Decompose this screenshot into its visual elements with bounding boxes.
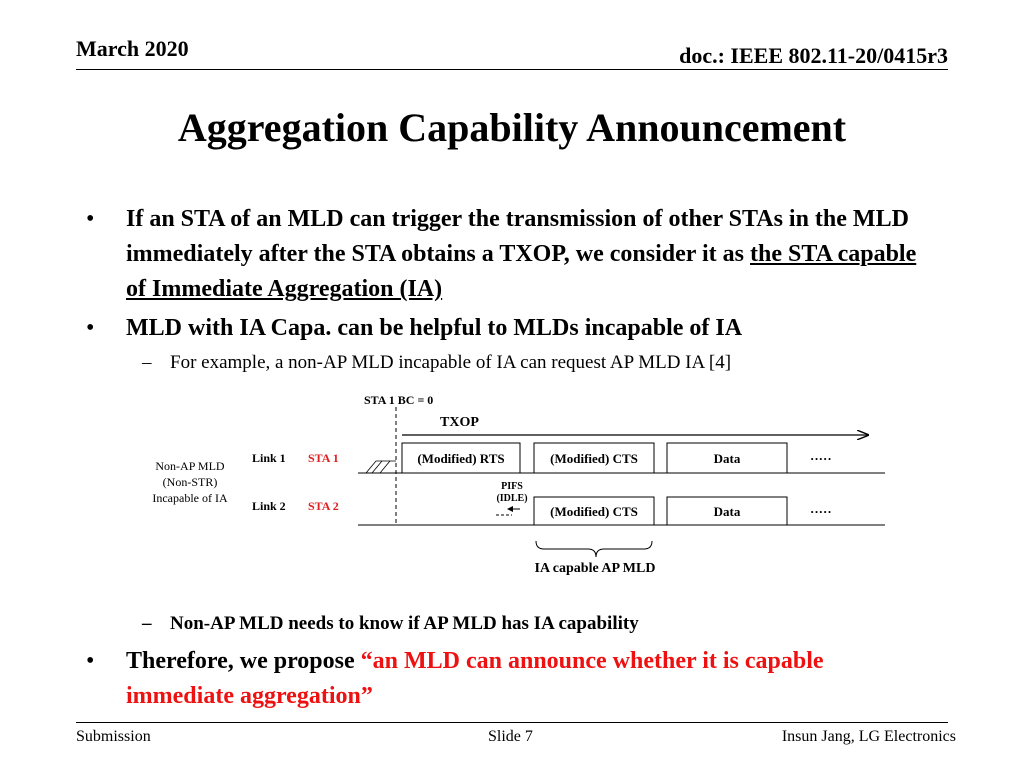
data-frame-link1-label: Data: [713, 451, 741, 466]
subbullet-need-to-know-text: Non-AP MLD needs to know if AP MLD has IA capability: [170, 613, 639, 634]
cts-frame-link2-label: (Modified) CTS: [550, 504, 638, 519]
txop-label: TXOP: [440, 415, 479, 430]
rts-frame-label: (Modified) RTS: [417, 451, 505, 466]
timing-diagram-svg: [140, 385, 900, 585]
subbullet-example: [80, 349, 920, 377]
bullet-ia-definition-underlined: the STA capable of Immediate Aggregation (IA): [126, 241, 917, 302]
backoff-label: STA 1 BC = 0: [364, 393, 434, 407]
bullet-ia-helpful-text: MLD with IA Capa. can be helpful to MLDs incapable of IA: [126, 315, 743, 341]
sta1-label: STA 1: [308, 451, 339, 465]
bullet-ia-helpful: [80, 311, 920, 346]
ia-timing-diagram: [140, 385, 900, 585]
bullet-glyph: •: [86, 206, 95, 232]
link1-label: Link 1: [252, 451, 286, 465]
bullet-ia-definition-text: If an STA of an MLD can trigger the transmission of other STAs in the MLD immediately after the STA obtains a TXOP, we consider it as: [126, 206, 909, 267]
bullet-proposal: [80, 644, 920, 714]
pifs-idle-label: (IDLE): [496, 493, 528, 504]
footer-submission: Submission: [76, 728, 151, 745]
data-frame-link2-label: Data: [713, 504, 741, 519]
footer-slide-number: Slide 7: [488, 728, 533, 745]
mld-label-line1: Non-AP MLD: [155, 459, 225, 473]
footer-divider: [76, 722, 948, 723]
header-doc-id: doc.: IEEE 802.11-20/0415r3: [679, 43, 948, 68]
sta2-label: STA 2: [308, 499, 339, 513]
bullet-glyph: •: [86, 315, 95, 341]
continuation-dots-link2: ·····: [810, 504, 832, 519]
dash-glyph: –: [142, 352, 152, 373]
link1-backoff-slots: [366, 461, 396, 473]
ap-mld-brace: [536, 541, 652, 557]
bullet-proposal-text: Therefore, we propose: [126, 648, 361, 674]
subbullet-example-text: For example, a non-AP MLD incapable of IA can request AP MLD IA [4]: [170, 352, 732, 373]
footer-author: Insun Jang, LG Electronics: [781, 728, 956, 745]
dash-glyph: –: [142, 613, 152, 634]
continuation-dots-link1: ·····: [810, 451, 832, 466]
mld-label-line2: (Non-STR): [162, 475, 218, 489]
bullet-ia-definition: [80, 202, 920, 307]
slide-title: Aggregation Capability Announcement: [177, 105, 847, 150]
link2-label: Link 2: [252, 499, 286, 513]
ap-mld-label: IA capable AP MLD: [534, 561, 656, 576]
bullet-proposal-highlight: “an MLD can announce whether it is capable immediate aggregation”: [126, 648, 824, 709]
cts-frame-link1-label: (Modified) CTS: [550, 451, 638, 466]
pifs-label: PIFS: [501, 481, 523, 492]
bullet-glyph: •: [86, 648, 95, 674]
mld-label-line3: Incapable of IA: [152, 491, 228, 505]
subbullet-need-to-know: [80, 610, 920, 638]
header-date: March 2020: [76, 36, 189, 61]
header-divider: [76, 69, 948, 70]
